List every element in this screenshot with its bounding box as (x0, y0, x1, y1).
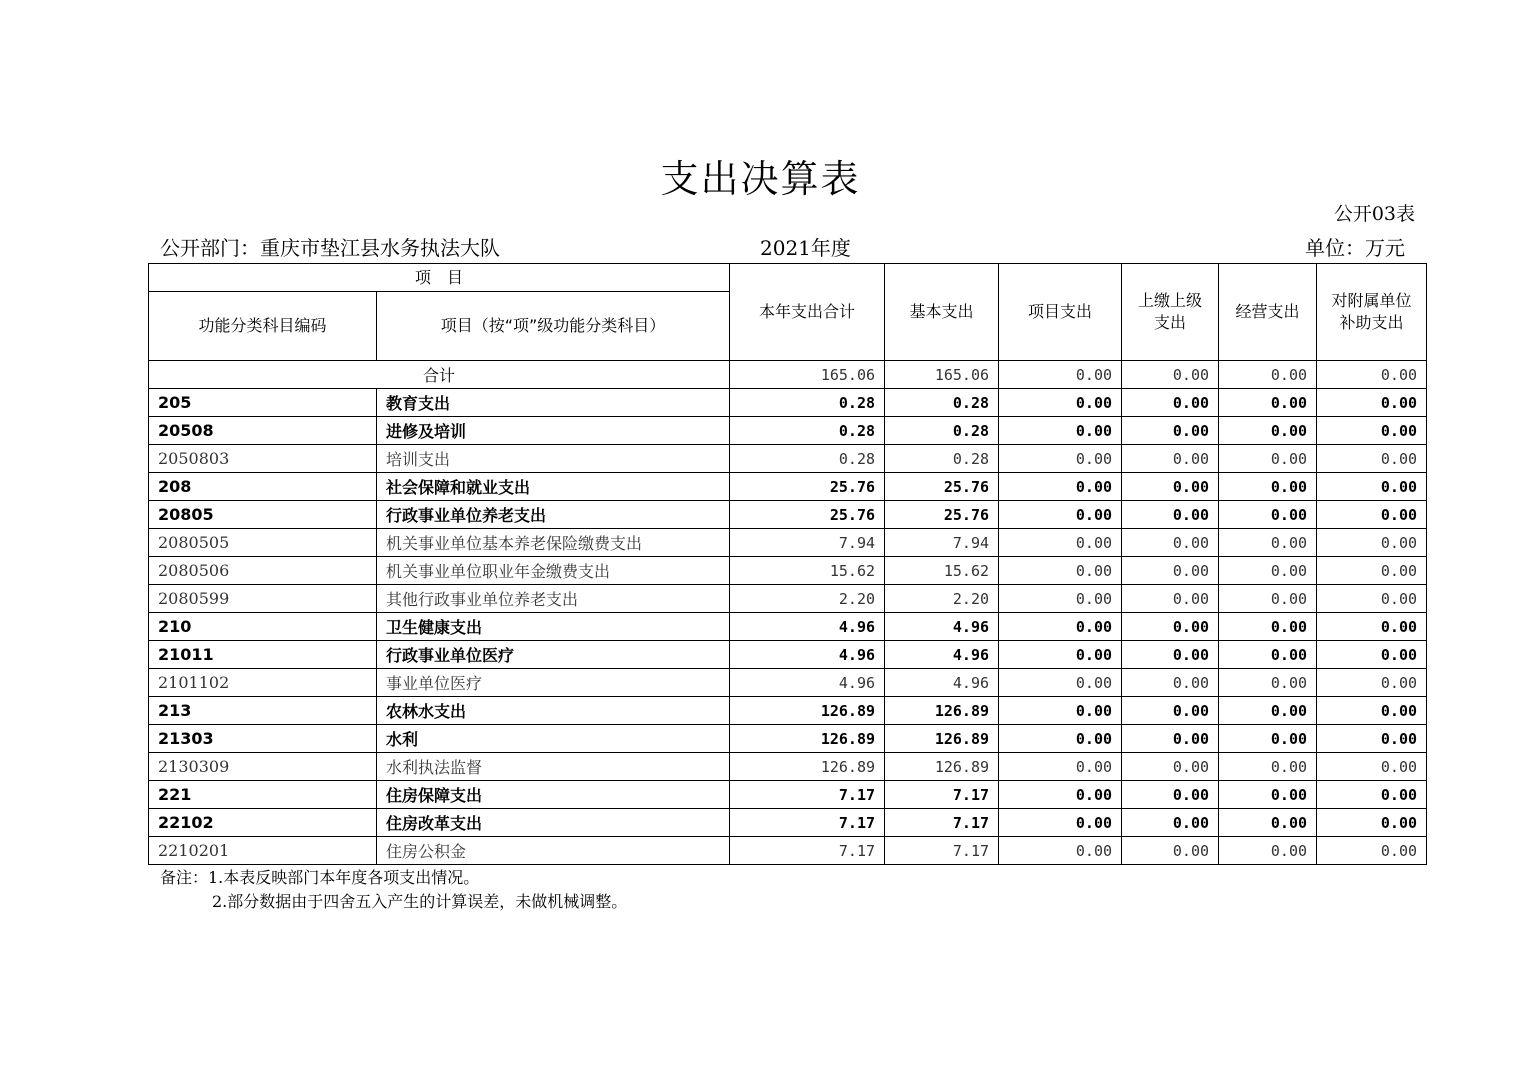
table-row (149, 641, 1427, 669)
row-value: 0.00 (1317, 837, 1427, 865)
note-line-2: 2.部分数据由于四舍五入产生的计算误差，未做机械调整。 (212, 892, 628, 911)
row-value: 7.17 (730, 781, 885, 809)
row-value: 0.00 (1219, 557, 1317, 585)
row-code: 2050803 (149, 445, 377, 473)
row-value: 4.96 (730, 613, 885, 641)
row-value: 0.00 (1317, 809, 1427, 837)
row-value: 7.17 (885, 781, 999, 809)
row-value: 0.00 (1219, 473, 1317, 501)
year-label: 2021年度 (760, 236, 851, 260)
table-row (149, 473, 1427, 501)
note-line-1: 备注：1.本表反映部门本年度各项支出情况。 (160, 868, 480, 887)
row-name: 行政事业单位医疗 (377, 641, 730, 669)
row-value: 0.00 (1317, 613, 1427, 641)
row-value: 2.20 (730, 585, 885, 613)
row-name: 住房改革支出 (377, 809, 730, 837)
unit-label: 单位：万元 (1305, 236, 1405, 260)
total-value: 165.06 (885, 361, 999, 389)
row-value: 0.00 (1317, 389, 1427, 417)
row-value: 0.00 (1219, 753, 1317, 781)
row-code: 2080506 (149, 557, 377, 585)
row-value: 0.00 (1122, 389, 1219, 417)
row-value: 7.17 (885, 809, 999, 837)
table-row (149, 809, 1427, 837)
row-name: 水利执法监督 (377, 753, 730, 781)
row-value: 0.00 (999, 669, 1122, 697)
row-value: 0.00 (1122, 585, 1219, 613)
row-value: 0.00 (1317, 725, 1427, 753)
row-value: 126.89 (885, 753, 999, 781)
table-row (149, 557, 1427, 585)
row-value: 0.00 (1219, 809, 1317, 837)
row-value: 0.00 (999, 557, 1122, 585)
row-value: 25.76 (730, 501, 885, 529)
row-value: 0.00 (1219, 781, 1317, 809)
row-value: 25.76 (885, 501, 999, 529)
row-value: 0.00 (999, 641, 1122, 669)
row-value: 0.00 (1122, 641, 1219, 669)
row-name: 社会保障和就业支出 (377, 473, 730, 501)
table-row (149, 837, 1427, 865)
row-name: 住房公积金 (377, 837, 730, 865)
row-code: 205 (149, 389, 377, 417)
row-code: 22102 (149, 809, 377, 837)
row-code: 213 (149, 697, 377, 725)
row-value: 0.00 (999, 809, 1122, 837)
row-value: 0.00 (999, 445, 1122, 473)
row-value: 0.00 (999, 613, 1122, 641)
row-value: 0.00 (1219, 585, 1317, 613)
header-business: 经营支出 (1219, 264, 1317, 361)
row-value: 0.00 (1219, 697, 1317, 725)
row-name: 卫生健康支出 (377, 613, 730, 641)
header-total: 本年支出合计 (730, 264, 885, 361)
row-name: 机关事业单位职业年金缴费支出 (377, 557, 730, 585)
row-value: 0.00 (1122, 473, 1219, 501)
row-value: 0.28 (885, 389, 999, 417)
row-value: 0.00 (1317, 501, 1427, 529)
row-value: 0.00 (999, 725, 1122, 753)
table-row (149, 501, 1427, 529)
row-name: 住房保障支出 (377, 781, 730, 809)
row-value: 7.94 (730, 529, 885, 557)
row-value: 0.00 (1122, 613, 1219, 641)
row-value: 0.00 (1122, 529, 1219, 557)
row-code: 2130309 (149, 753, 377, 781)
header-project: 项目支出 (999, 264, 1122, 361)
row-value: 15.62 (730, 557, 885, 585)
row-name: 农林水支出 (377, 697, 730, 725)
row-value: 0.00 (1219, 837, 1317, 865)
row-value: 4.96 (885, 613, 999, 641)
row-name: 水利 (377, 725, 730, 753)
row-value: 7.17 (730, 809, 885, 837)
row-code: 2080599 (149, 585, 377, 613)
row-value: 0.00 (1317, 641, 1427, 669)
row-value: 2.20 (885, 585, 999, 613)
row-value: 0.00 (1219, 725, 1317, 753)
row-value: 0.00 (1317, 473, 1427, 501)
row-value: 0.00 (1219, 501, 1317, 529)
row-value: 7.17 (885, 837, 999, 865)
row-value: 126.89 (730, 753, 885, 781)
table-row (149, 697, 1427, 725)
row-value: 0.00 (1122, 417, 1219, 445)
table-row (149, 417, 1427, 445)
row-value: 126.89 (730, 725, 885, 753)
row-value: 0.00 (1122, 445, 1219, 473)
row-value: 0.00 (1122, 809, 1219, 837)
row-name: 培训支出 (377, 445, 730, 473)
row-value: 0.00 (1317, 557, 1427, 585)
row-value: 0.00 (999, 389, 1122, 417)
expenditure-table (148, 263, 1427, 865)
row-value: 0.00 (1122, 669, 1219, 697)
row-value: 0.28 (730, 417, 885, 445)
row-name: 其他行政事业单位养老支出 (377, 585, 730, 613)
row-value: 0.00 (999, 529, 1122, 557)
table-row (149, 669, 1427, 697)
row-value: 0.00 (1219, 613, 1317, 641)
row-value: 0.28 (730, 389, 885, 417)
row-name: 教育支出 (377, 389, 730, 417)
row-value: 0.00 (1219, 417, 1317, 445)
total-value: 0.00 (1122, 361, 1219, 389)
row-value: 0.00 (1219, 529, 1317, 557)
row-name: 事业单位医疗 (377, 669, 730, 697)
row-value: 0.00 (1219, 389, 1317, 417)
row-value: 0.28 (885, 445, 999, 473)
row-code: 210 (149, 613, 377, 641)
row-code: 2101102 (149, 669, 377, 697)
row-code: 21303 (149, 725, 377, 753)
header-upper: 上缴上级支出 (1122, 264, 1219, 361)
table-row (149, 613, 1427, 641)
table-row (149, 725, 1427, 753)
header-code: 功能分类科目编码 (149, 292, 377, 361)
row-value: 0.00 (1317, 753, 1427, 781)
table-row (149, 529, 1427, 557)
notes (160, 866, 627, 914)
row-code: 221 (149, 781, 377, 809)
row-value: 0.00 (999, 753, 1122, 781)
department-label: 公开部门：重庆市垫江县水务执法大队 (160, 236, 500, 260)
row-code: 21011 (149, 641, 377, 669)
row-value: 0.00 (999, 501, 1122, 529)
row-value: 0.00 (1122, 753, 1219, 781)
table-row (149, 389, 1427, 417)
row-value: 15.62 (885, 557, 999, 585)
row-value: 126.89 (885, 725, 999, 753)
total-value: 0.00 (999, 361, 1122, 389)
row-value: 0.00 (1122, 781, 1219, 809)
row-value: 126.89 (730, 697, 885, 725)
row-code: 2210201 (149, 837, 377, 865)
row-value: 0.00 (999, 473, 1122, 501)
table-row (149, 445, 1427, 473)
row-value: 4.96 (885, 669, 999, 697)
row-value: 0.00 (1317, 417, 1427, 445)
row-value: 0.00 (1219, 669, 1317, 697)
row-code: 208 (149, 473, 377, 501)
row-value: 0.28 (885, 417, 999, 445)
row-value: 0.00 (1122, 837, 1219, 865)
row-value: 0.00 (1317, 669, 1427, 697)
row-value: 25.76 (885, 473, 999, 501)
header-subsidy: 对附属单位补助支出 (1317, 264, 1427, 361)
row-value: 7.94 (885, 529, 999, 557)
total-value: 0.00 (1317, 361, 1427, 389)
row-value: 0.00 (1317, 781, 1427, 809)
row-value: 4.96 (885, 641, 999, 669)
table-number: 公开03表 (1333, 203, 1415, 225)
header-name: 项目（按“项”级功能分类科目） (377, 292, 730, 361)
row-value: 0.28 (730, 445, 885, 473)
row-value: 4.96 (730, 641, 885, 669)
page-title: 支出决算表 (660, 157, 861, 201)
row-name: 机关事业单位基本养老保险缴费支出 (377, 529, 730, 557)
row-code: 2080505 (149, 529, 377, 557)
row-value: 0.00 (1219, 641, 1317, 669)
row-value: 0.00 (999, 585, 1122, 613)
row-value: 0.00 (1317, 445, 1427, 473)
row-value: 0.00 (1317, 529, 1427, 557)
header-basic: 基本支出 (885, 264, 999, 361)
row-value: 0.00 (1122, 501, 1219, 529)
row-name: 进修及培训 (377, 417, 730, 445)
row-name: 行政事业单位养老支出 (377, 501, 730, 529)
row-code: 20805 (149, 501, 377, 529)
table-row (149, 585, 1427, 613)
row-code: 20508 (149, 417, 377, 445)
total-value: 165.06 (730, 361, 885, 389)
row-value: 0.00 (999, 837, 1122, 865)
row-value: 0.00 (1317, 585, 1427, 613)
row-value: 126.89 (885, 697, 999, 725)
header-item-group: 项 目 (149, 264, 730, 292)
total-label: 合计 (149, 361, 730, 389)
row-value: 0.00 (1219, 445, 1317, 473)
row-value: 0.00 (999, 417, 1122, 445)
row-value: 0.00 (1317, 697, 1427, 725)
row-value: 0.00 (1122, 697, 1219, 725)
row-value: 7.17 (730, 837, 885, 865)
row-value: 4.96 (730, 669, 885, 697)
row-value: 0.00 (1122, 725, 1219, 753)
total-row (149, 361, 1427, 389)
table-row (149, 781, 1427, 809)
row-value: 0.00 (999, 697, 1122, 725)
row-value: 25.76 (730, 473, 885, 501)
total-value: 0.00 (1219, 361, 1317, 389)
row-value: 0.00 (999, 781, 1122, 809)
row-value: 0.00 (1122, 557, 1219, 585)
table-row (149, 753, 1427, 781)
